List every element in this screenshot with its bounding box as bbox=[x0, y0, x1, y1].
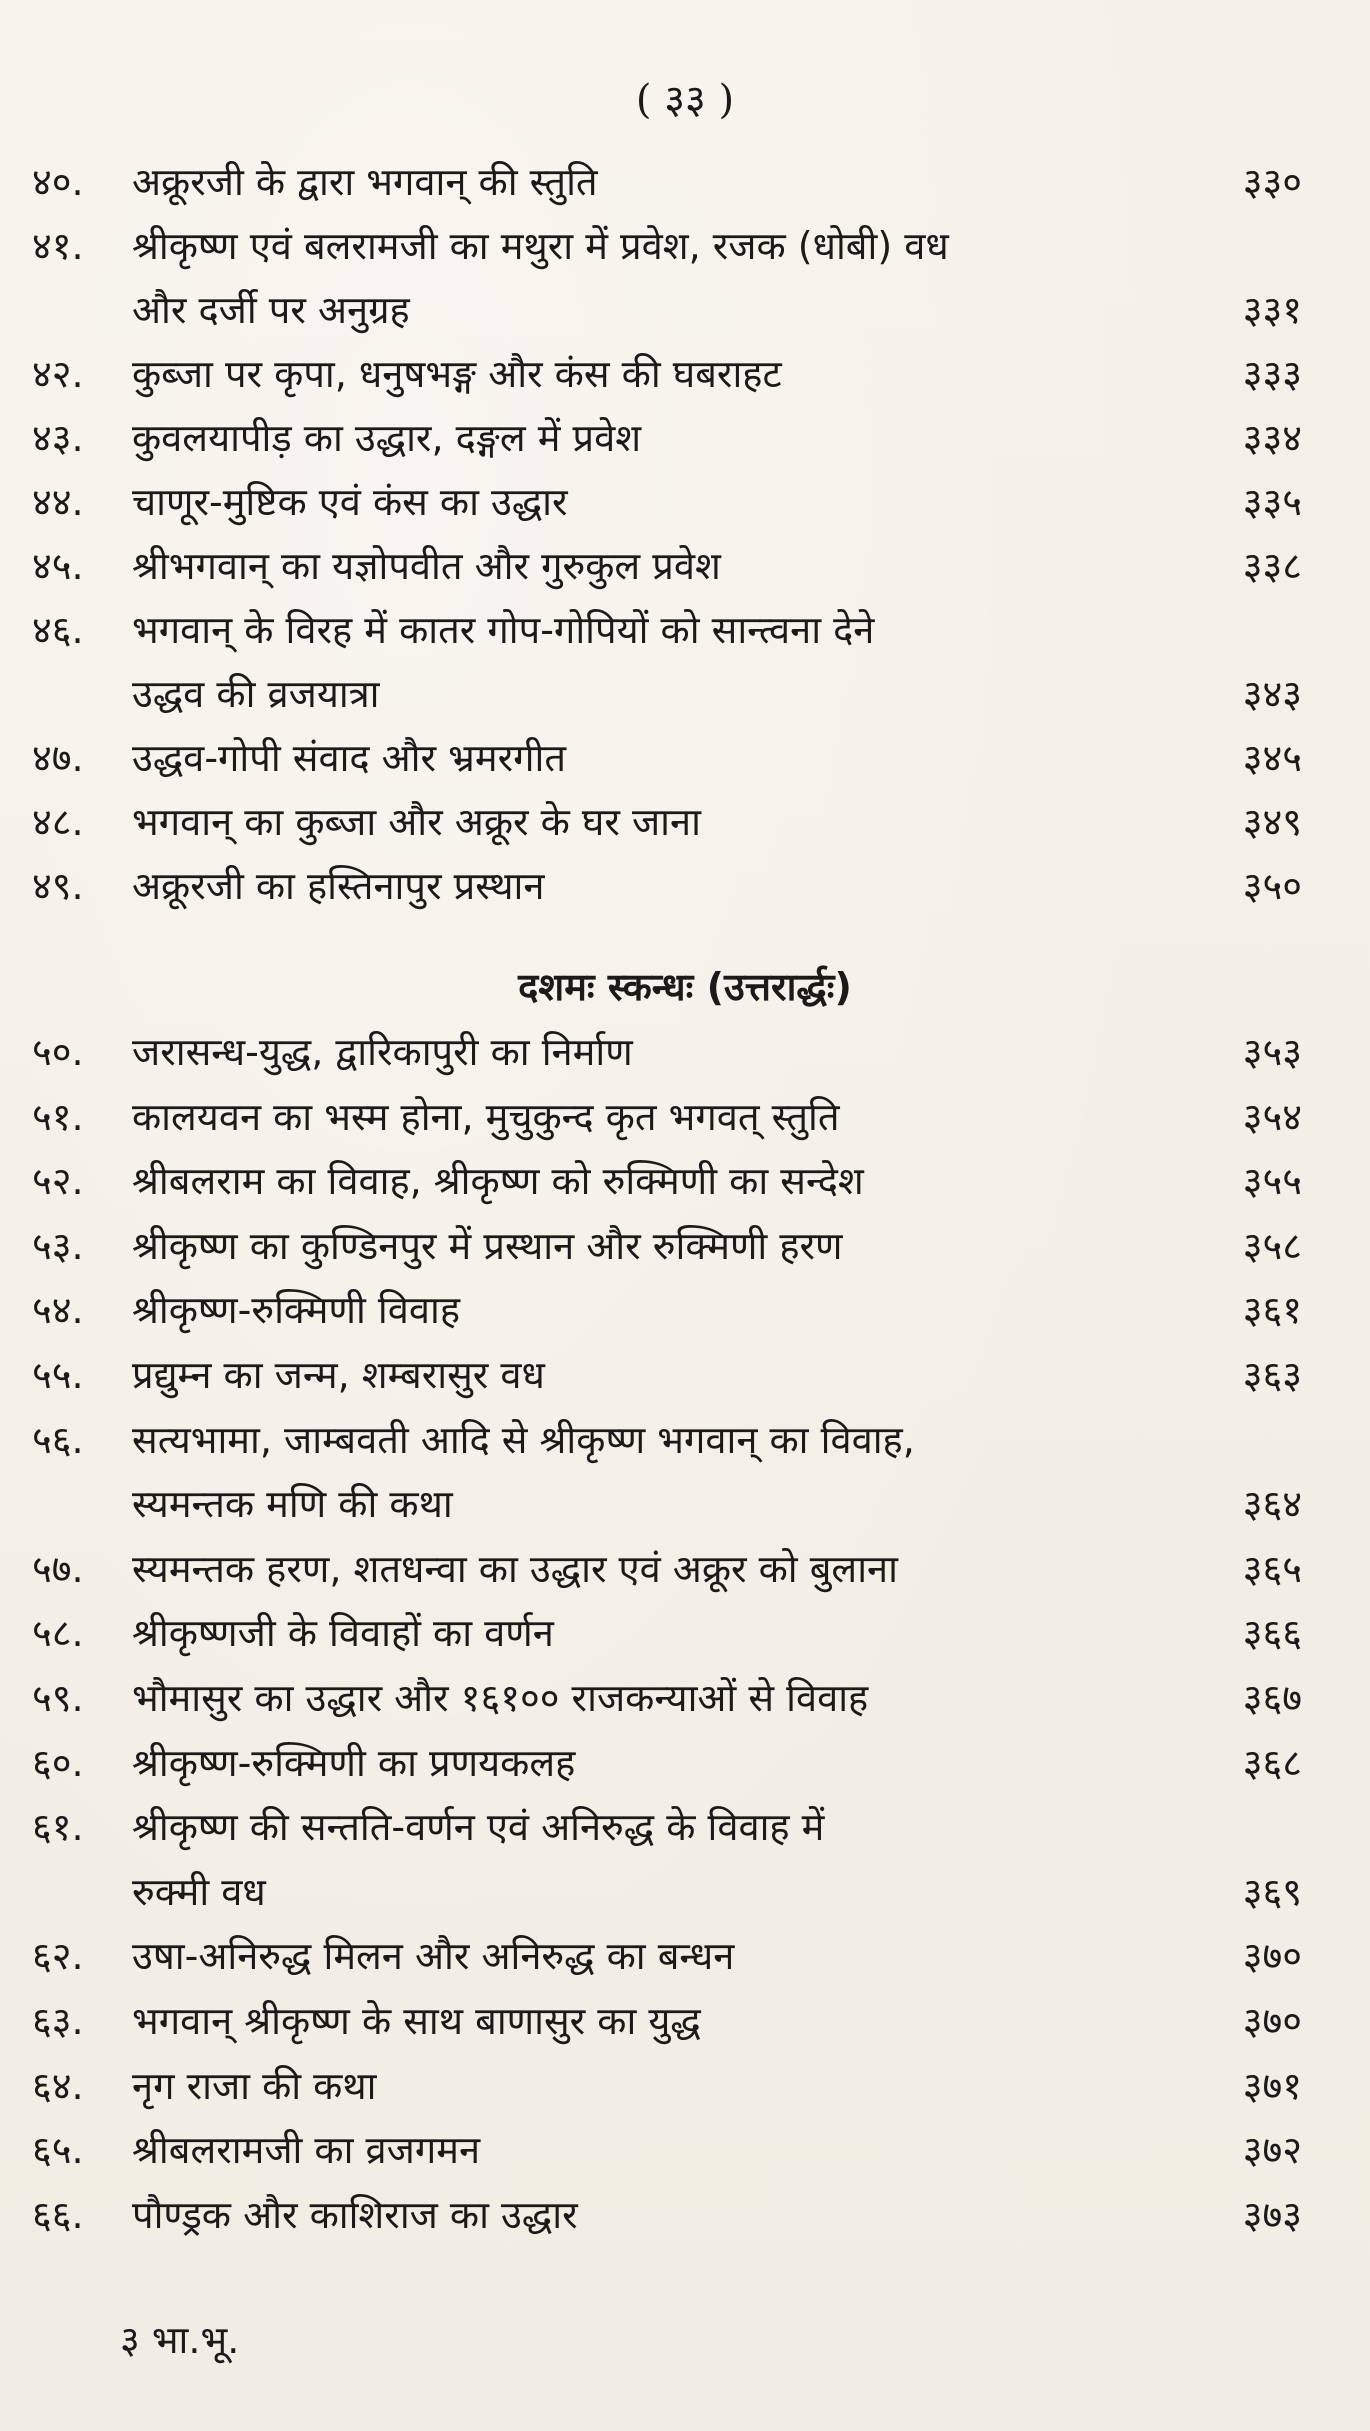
toc-entry-line bbox=[32, 150, 1302, 214]
toc-entry-title: श्रीकृष्ण का कुण्डिनपुर में प्रस्थान और रुक्मिणी हरण bbox=[132, 1223, 843, 1268]
toc-entry-line bbox=[32, 726, 1302, 790]
toc-entry-title: भगवान् के विरह में कातर गोप-गोपियों को सान्त्वना देने bbox=[132, 608, 875, 652]
toc-entry-number: ५३. bbox=[32, 1223, 84, 1268]
toc-entry-title: कालयवन का भस्म होना, मुचुकुन्द कृत भगवत् स्तुति bbox=[132, 1094, 840, 1139]
toc-entry-line bbox=[32, 406, 1302, 470]
toc-entry-title: श्रीकृष्ण-रुक्मिणी का प्रणयकलह bbox=[132, 1740, 576, 1785]
toc-entry-line bbox=[32, 790, 1302, 854]
toc-entry-line bbox=[32, 1343, 1302, 1407]
toc-entry-number: ६२. bbox=[32, 1934, 84, 1979]
toc-entry-title: उषा-अनिरुद्ध मिलन और अनिरुद्ध का बन्धन bbox=[132, 1934, 735, 1979]
toc-entry-title: सत्यभामा, जाम्बवती आदि से श्रीकृष्ण भगवान् का विवाह, bbox=[132, 1417, 915, 1462]
toc-entry-line bbox=[32, 1924, 1302, 1988]
toc-entry-page: ३४९ bbox=[1242, 800, 1302, 844]
toc-entry-title: श्रीकृष्ण एवं बलरामजी का मथुरा में प्रवेश, रजक (धोबी) वध bbox=[132, 224, 949, 268]
toc-entry-title: उद्धव की व्रजयात्रा bbox=[132, 672, 380, 716]
toc-entry-line bbox=[32, 1537, 1302, 1601]
toc-entry-number: ४०. bbox=[32, 160, 84, 204]
toc-entry-page: ३७२ bbox=[1242, 2128, 1302, 2173]
toc-entry-page: ३३५ bbox=[1242, 480, 1302, 524]
toc-entry-line bbox=[32, 1278, 1302, 1342]
toc-entry-title: श्रीकृष्णजी के विवाहों का वर्णन bbox=[132, 1611, 554, 1656]
toc-entry-line bbox=[32, 662, 1302, 726]
toc-entry-line bbox=[32, 1795, 1302, 1859]
toc-entry-line bbox=[32, 1731, 1302, 1795]
toc-entry-number: ४९. bbox=[32, 864, 84, 908]
toc-entry-line bbox=[32, 1472, 1302, 1536]
toc-entry-number: ६०. bbox=[32, 1740, 84, 1785]
toc-entry-line bbox=[32, 1020, 1302, 1084]
toc-entry-line bbox=[32, 1666, 1302, 1730]
toc-entry-title: उद्धव-गोपी संवाद और भ्रमरगीत bbox=[132, 736, 567, 780]
toc-entry-page: ३३३ bbox=[1242, 352, 1302, 396]
toc-entry-line bbox=[32, 1214, 1302, 1278]
toc-entry-page: ३६९ bbox=[1242, 1869, 1302, 1914]
toc-entry-number: ५४. bbox=[32, 1288, 84, 1333]
toc-entry-title: श्रीकृष्ण-रुक्मिणी विवाह bbox=[132, 1288, 461, 1333]
toc-entry-title: कुब्जा पर कृपा, धनुषभङ्ग और कंस की घबराहट bbox=[132, 352, 782, 396]
toc-entry-line bbox=[32, 342, 1302, 406]
toc-entry-number: ६१. bbox=[32, 1805, 84, 1850]
toc-entry-page: ३५४ bbox=[1242, 1094, 1302, 1139]
toc-entry-title: जरासन्ध-युद्ध, द्वारिकापुरी का निर्माण bbox=[132, 1030, 633, 1074]
toc-entry-page: ३६५ bbox=[1242, 1546, 1302, 1591]
toc-entry-number: ६४. bbox=[32, 2063, 84, 2108]
toc-entry-number: ५८. bbox=[32, 1611, 84, 1656]
footer-signature: ३ भा.भू. bbox=[120, 2318, 240, 2362]
toc-entry-number: ६३. bbox=[32, 1999, 84, 2043]
toc-entry-title: भौमासुर का उद्धार और १६१०० राजकन्याओं से विवाह bbox=[132, 1676, 869, 1720]
toc-entry-line bbox=[32, 214, 1302, 278]
toc-entry-title: स्यमन्तक मणि की कथा bbox=[132, 1482, 453, 1527]
toc-entry-line bbox=[32, 1408, 1302, 1472]
toc-entry-number: ५९. bbox=[32, 1676, 84, 1720]
toc-entry-title: नृग राजा की कथा bbox=[132, 2063, 377, 2108]
toc-entry-page: ३३८ bbox=[1242, 544, 1302, 588]
toc-entry-line bbox=[32, 854, 1302, 918]
toc-entry-page: ३७१ bbox=[1242, 2063, 1302, 2108]
toc-entry-line bbox=[32, 598, 1302, 662]
toc-entry-number: ४६. bbox=[32, 608, 84, 652]
toc-entry-line bbox=[32, 2183, 1302, 2247]
toc-entry-number: ५२. bbox=[32, 1159, 84, 1204]
toc-entry-title: प्रद्युम्न का जन्म, शम्बरासुर वध bbox=[132, 1353, 545, 1397]
toc-entry-number: ४२. bbox=[32, 352, 84, 396]
toc-entry-page: ३५८ bbox=[1242, 1223, 1302, 1268]
toc-entry-page: ३६७ bbox=[1242, 1676, 1302, 1720]
toc-entry-page: ३७० bbox=[1242, 1934, 1302, 1979]
toc-entry-page: ३७० bbox=[1242, 1999, 1302, 2043]
toc-entry-page: ३६१ bbox=[1242, 1288, 1302, 1333]
toc-entry-title: श्रीकृष्ण की सन्तति-वर्णन एवं अनिरुद्ध के विवाह में bbox=[132, 1805, 825, 1850]
toc-entry-title: रुक्मी वध bbox=[132, 1869, 266, 1914]
toc-entry-number: ४५. bbox=[32, 544, 84, 588]
toc-entry-title: कुवलयापीड़ का उद्धार, दङ्गल में प्रवेश bbox=[132, 416, 642, 460]
toc-entry-page: ३४५ bbox=[1242, 736, 1302, 780]
toc-entry-page: ३५० bbox=[1242, 864, 1302, 908]
toc-entry-page: ३७३ bbox=[1242, 2192, 1302, 2237]
toc-entry-number: ४१. bbox=[32, 224, 84, 268]
toc-entry-page: ३६६ bbox=[1242, 1611, 1302, 1656]
toc-entry-page: ३६३ bbox=[1242, 1353, 1302, 1397]
toc-entry-number: ४३. bbox=[32, 416, 84, 460]
toc-entry-line bbox=[32, 1085, 1302, 1149]
toc-entry-number: ५१. bbox=[32, 1094, 84, 1139]
toc-entry-page: ३४३ bbox=[1242, 672, 1302, 716]
toc-entry-number: ६६. bbox=[32, 2192, 84, 2237]
toc-entry-title: पौण्ड्रक और काशिराज का उद्धार bbox=[132, 2192, 578, 2237]
toc-entry-line bbox=[32, 1860, 1302, 1924]
toc-entry-page: ३६८ bbox=[1242, 1740, 1302, 1785]
toc-entry-page: ३३१ bbox=[1242, 288, 1302, 332]
toc-entry-line bbox=[32, 2054, 1302, 2118]
toc-entry-title: भगवान् का कुब्जा और अक्रूर के घर जाना bbox=[132, 800, 701, 844]
toc-entry-page: ३६४ bbox=[1242, 1482, 1302, 1527]
toc-entry-line bbox=[32, 1989, 1302, 2053]
toc-entry-line bbox=[32, 534, 1302, 598]
toc-entry-page: ३५३ bbox=[1242, 1030, 1302, 1074]
toc-entry-title: अक्रूरजी का हस्तिनापुर प्रस्थान bbox=[132, 864, 545, 908]
toc-entry-number: ४८. bbox=[32, 800, 84, 844]
toc-entry-title: और दर्जी पर अनुग्रह bbox=[132, 288, 410, 332]
toc-entry-number: ४४. bbox=[32, 480, 84, 524]
page-number: ( ३३ ) bbox=[635, 77, 735, 123]
toc-entry-title: श्रीबलराम का विवाह, श्रीकृष्ण को रुक्मिणी का सन्देश bbox=[132, 1159, 864, 1204]
toc-entry-title: चाणूर-मुष्टिक एवं कंस का उद्धार bbox=[132, 480, 568, 524]
toc-entry-page: ३३४ bbox=[1242, 416, 1302, 460]
toc-entry-line bbox=[32, 470, 1302, 534]
section-heading: दशमः स्कन्धः (उत्तरार्द्धः) bbox=[518, 965, 852, 1009]
toc-entry-title: श्रीबलरामजी का व्रजगमन bbox=[132, 2128, 481, 2173]
toc-entry-title: स्यमन्तक हरण, शतधन्वा का उद्धार एवं अक्रूर को बुलाना bbox=[132, 1546, 898, 1591]
toc-entry-number: ६५. bbox=[32, 2128, 84, 2173]
toc-entry-page: ३३० bbox=[1242, 160, 1302, 204]
toc-entry-number: ४७. bbox=[32, 736, 84, 780]
toc-entry-number: ५७. bbox=[32, 1546, 84, 1591]
toc-entry-line bbox=[32, 1601, 1302, 1665]
toc-entry-line bbox=[32, 1149, 1302, 1213]
toc-entry-title: श्रीभगवान् का यज्ञोपवीत और गुरुकुल प्रवेश bbox=[132, 544, 721, 588]
toc-entry-title: अक्रूरजी के द्वारा भगवान् की स्तुति bbox=[132, 160, 598, 204]
toc-entry-line bbox=[32, 278, 1302, 342]
toc-entry-number: ५०. bbox=[32, 1030, 84, 1074]
toc-entry-title: भगवान् श्रीकृष्ण के साथ बाणासुर का युद्ध bbox=[132, 1999, 701, 2043]
toc-entry-page: ३५५ bbox=[1242, 1159, 1302, 1204]
toc-entry-number: ५६. bbox=[32, 1417, 84, 1462]
toc-entry-line bbox=[32, 2118, 1302, 2182]
toc-entry-number: ५५. bbox=[32, 1353, 84, 1397]
